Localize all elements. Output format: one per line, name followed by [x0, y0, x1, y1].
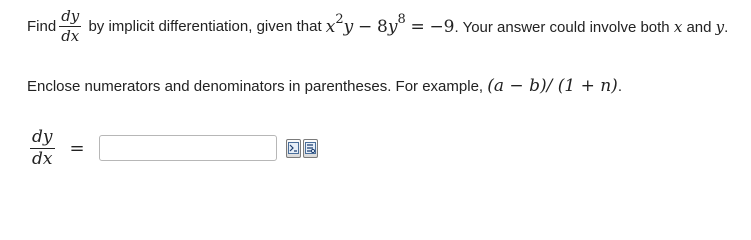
answer-input[interactable] [99, 135, 277, 161]
equation-editor-button[interactable] [286, 139, 301, 158]
question-text [27, 9, 747, 44]
instruction-text: Enclose numerators and denominators in parentheses. For example, (a − b)/ (1 + n). [27, 76, 622, 96]
preview-button[interactable] [303, 139, 318, 158]
find-label: Find [27, 18, 57, 35]
equation-editor-icon [288, 142, 299, 154]
example-expression: (a − b)/ (1 + n) [487, 76, 618, 96]
instruction-label: Enclose numerators and denominators in parentheses. For example, [27, 78, 484, 95]
derivative-denominator: dx [61, 27, 80, 45]
question-mid-text: by implicit differentiation, given that [88, 18, 322, 35]
answer-row [27, 127, 318, 169]
answer-label-fraction [30, 126, 55, 169]
answer-tools [284, 139, 318, 158]
derivative-numerator: dy [61, 7, 80, 25]
question-end-text: . Your answer could involve both x and y. [454, 17, 729, 36]
equation: $x^2y - 8y^8 = -9$ [325, 11, 455, 37]
answer-label-denominator: dx [32, 148, 53, 169]
preview-icon [305, 142, 316, 154]
answer-equals: = [69, 137, 85, 159]
answer-label-numerator: dy [32, 126, 53, 147]
derivative-fraction [59, 9, 81, 44]
